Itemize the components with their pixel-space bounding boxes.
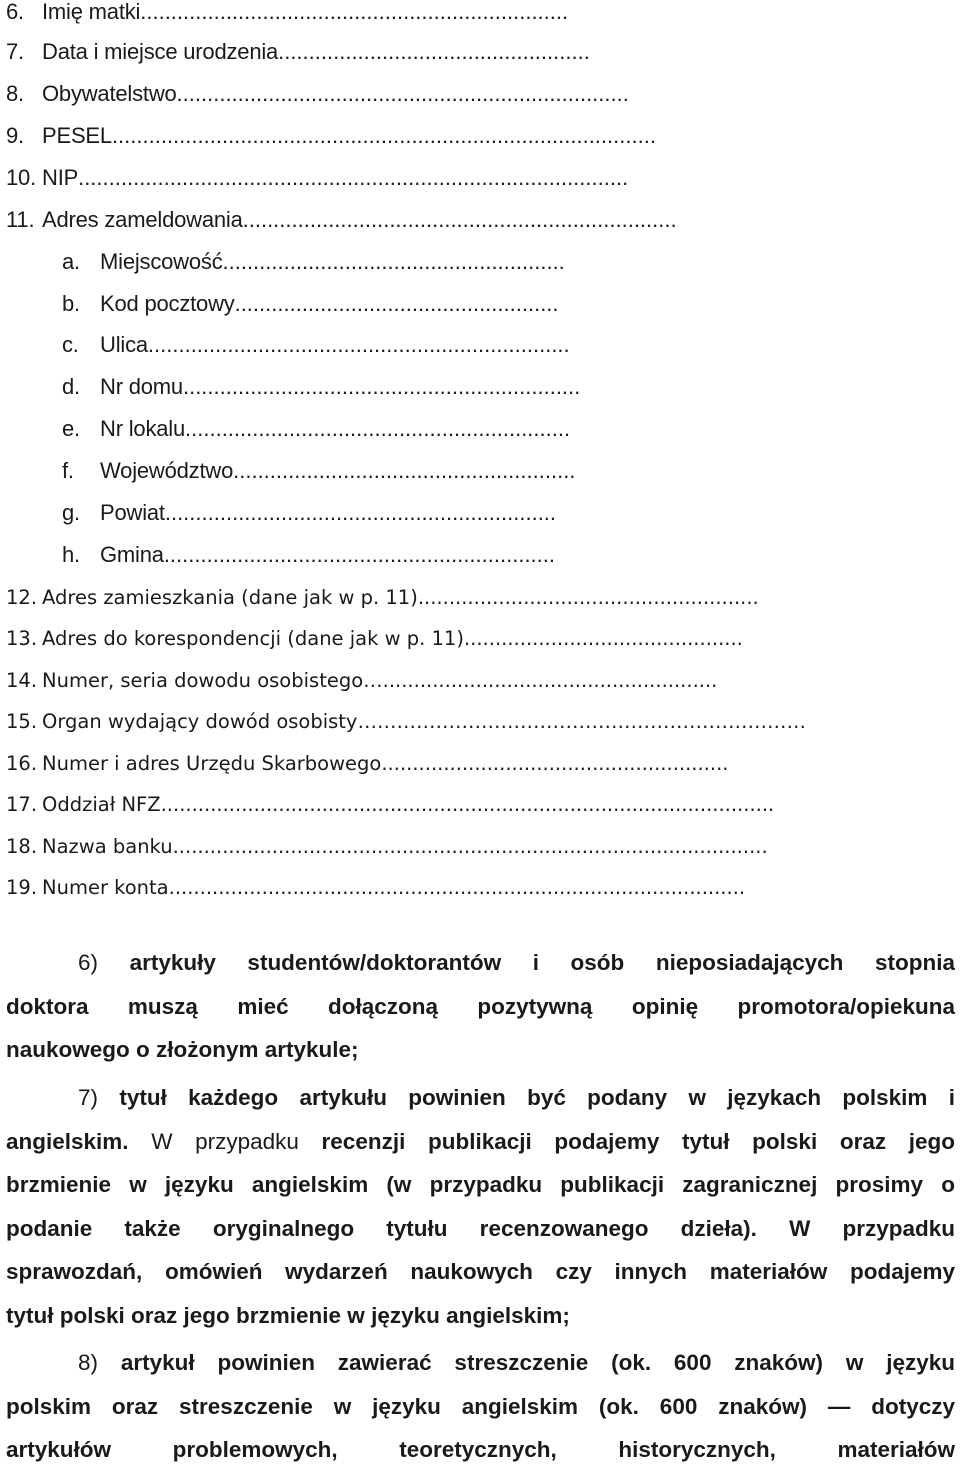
para-line — [6, 1341, 955, 1385]
form-item-mother-name — [0, 0, 568, 28]
para-number: 8) — [78, 1350, 99, 1375]
form-item-birth-date-place — [0, 36, 590, 68]
dotted-fill-line: ............................................. — [463, 626, 743, 650]
sub-label: Nr domu — [100, 374, 183, 399]
item-label: Adres do korespondencji (dane jak w p. 11) — [42, 626, 464, 650]
sub-label: Gmina — [100, 542, 164, 567]
address-sub-county — [62, 497, 556, 529]
item-number: 10. — [6, 165, 36, 190]
sub-label: Kod pocztowy — [100, 291, 235, 316]
address-sub-postal-code — [62, 288, 559, 320]
sub-label: Powiat — [100, 500, 165, 525]
item-number: 19. — [6, 875, 38, 899]
item-number: 18. — [6, 834, 38, 858]
dotted-fill-line: ............................................................................................. — [168, 875, 746, 899]
sub-letter: d. — [62, 374, 80, 399]
rule-paragraph-8 — [6, 1341, 955, 1472]
form-item-pesel — [0, 120, 656, 152]
item-number: 15. — [6, 709, 38, 733]
para-line — [6, 941, 955, 985]
sub-label: Ulica — [100, 332, 148, 357]
para-text: recenzji publikacji podajemy tytuł polski oraz jego — [321, 1128, 955, 1154]
sub-letter: b. — [62, 291, 80, 316]
para-text: artykuły studentów/doktorantów i osób nieposiadających stopnia — [129, 950, 955, 975]
address-sub-apartment-number — [62, 413, 570, 445]
dotted-fill-line: ...................................................................... — [140, 0, 569, 24]
para-line: naukowego o złożonym artykule; — [6, 1037, 359, 1062]
para-number: 7) — [78, 1085, 99, 1110]
form-item-correspondence-address — [0, 622, 743, 654]
dotted-fill-line: ....................................................... — [417, 585, 759, 609]
para-line: tytuł polski oraz jego brzmienie w języku angielskim; — [6, 1302, 570, 1328]
item-label: Oddział NFZ — [42, 792, 161, 816]
form-item-citizenship — [0, 78, 629, 110]
dotted-fill-line: ..................................................... — [234, 291, 559, 316]
dotted-fill-line: ................................................................ — [164, 500, 557, 525]
form-item-residence-address — [0, 581, 759, 613]
item-label: Adres zamieszkania (dane jak w p. 11) — [42, 585, 418, 609]
dotted-fill-line: …...................................................... — [363, 668, 718, 692]
para-line — [6, 1120, 955, 1164]
dotted-fill-line: ................................................................................................ — [172, 834, 768, 858]
item-number: 9. — [6, 123, 24, 148]
item-label: Obywatelstwo — [42, 81, 177, 106]
address-sub-house-number — [62, 371, 580, 403]
item-number: 17. — [6, 792, 38, 816]
sub-letter: c. — [62, 332, 79, 357]
form-item-nfz-branch — [0, 788, 774, 820]
item-label: Adres zameldowania — [42, 207, 243, 232]
item-label: Numer konta — [42, 875, 169, 899]
form-item-bank-name — [0, 830, 768, 862]
item-number: 14. — [6, 668, 38, 692]
sub-letter: f. — [62, 458, 74, 483]
sub-label: Miejscowość — [100, 249, 223, 274]
form-item-tax-office — [0, 747, 728, 779]
dotted-fill-line: …………………………………………………………… — [357, 709, 806, 733]
item-number: 7. — [6, 39, 24, 64]
item-label: Numer i adres Urzędu Skarbowego — [42, 751, 382, 775]
para-text: angielskim. — [6, 1128, 129, 1154]
dotted-fill-line: ................................................................................................... — [160, 792, 775, 816]
dotted-fill-line: ............................................................... — [185, 416, 571, 441]
dotted-fill-line: ........................................................ — [233, 458, 576, 483]
dotted-fill-line: ....................................................................... — [242, 207, 677, 232]
item-label: PESEL — [42, 123, 112, 148]
item-number: 16. — [6, 751, 38, 775]
form-item-id-number — [0, 664, 717, 696]
address-sub-voivodeship — [62, 455, 575, 487]
para-line: sprawozdań, omówień wydarzeń naukowych czy innych materiałów podajemy — [6, 1259, 955, 1284]
para-line: artykułów problemowych, teoretycznych, historycznych, materiałów — [6, 1437, 955, 1462]
dotted-fill-line: ........................................................ — [222, 249, 565, 274]
item-number: 12. — [6, 585, 38, 609]
dotted-fill-line: .......................................................................................... — [78, 165, 629, 190]
sub-letter: g. — [62, 500, 80, 525]
sub-label: Województwo — [100, 458, 234, 483]
item-label: Imię matki — [42, 0, 141, 24]
para-line: podanie także oryginalnego tytułu recenzowanego dzieła). W przypadku — [6, 1215, 955, 1241]
item-number: 13. — [6, 626, 38, 650]
dotted-fill-line: ..................................................................... — [147, 332, 570, 357]
form-item-nip — [0, 162, 628, 194]
para-line: polskim oraz streszczenie w języku angielskim (ok. 600 znaków) — dotyczy — [6, 1393, 955, 1419]
item-label: NIP — [42, 165, 79, 190]
item-label: Organ wydający dowód osobisty — [42, 709, 358, 733]
para-text-normal: W przypadku — [128, 1128, 322, 1154]
para-text: artykuł powinien zawierać streszczenie (ok. 600 znaków) w języku — [120, 1350, 955, 1375]
item-number: 11. — [6, 207, 35, 232]
para-number: 6) — [78, 950, 99, 975]
dotted-fill-line: ......................................................................................... — [111, 123, 656, 148]
address-sub-municipality — [62, 539, 555, 571]
para-text: tytuł każdego artykułu powinien być podany w językach polskim i — [119, 1085, 955, 1110]
dotted-fill-line: .......................................................................... — [176, 81, 629, 106]
sub-letter: h. — [62, 542, 80, 567]
address-sub-city — [62, 246, 565, 278]
dotted-fill-line: ................................................................ — [163, 542, 555, 567]
item-label: Numer, seria dowodu osobistego — [42, 668, 364, 692]
sub-letter: e. — [62, 416, 80, 441]
address-sub-street — [62, 329, 570, 361]
dotted-fill-line: ................................................................. — [182, 374, 581, 399]
dotted-fill-line: ........................................................ — [381, 751, 729, 775]
item-number: 8. — [6, 81, 24, 106]
form-item-registered-address — [0, 204, 677, 236]
para-line — [6, 1076, 955, 1120]
dotted-fill-line: ................................................... — [278, 39, 590, 64]
sub-label: Nr lokalu — [100, 416, 186, 441]
item-number: 6. — [6, 0, 24, 24]
rule-paragraph-6 — [6, 941, 955, 1072]
form-item-account-number — [0, 871, 745, 903]
sub-letter: a. — [62, 249, 80, 274]
para-line: doktora muszą mieć dołączoną pozytywną opinię promotora/opiekuna — [6, 993, 955, 1019]
item-label: Data i miejsce urodzenia — [42, 39, 279, 64]
form-item-id-issuer — [0, 705, 806, 737]
rule-paragraph-7 — [6, 1076, 955, 1337]
para-line: brzmienie w języku angielskim (w przypadku publikacji zagranicznej prosimy o — [6, 1172, 955, 1197]
item-label: Nazwa banku — [42, 834, 173, 858]
